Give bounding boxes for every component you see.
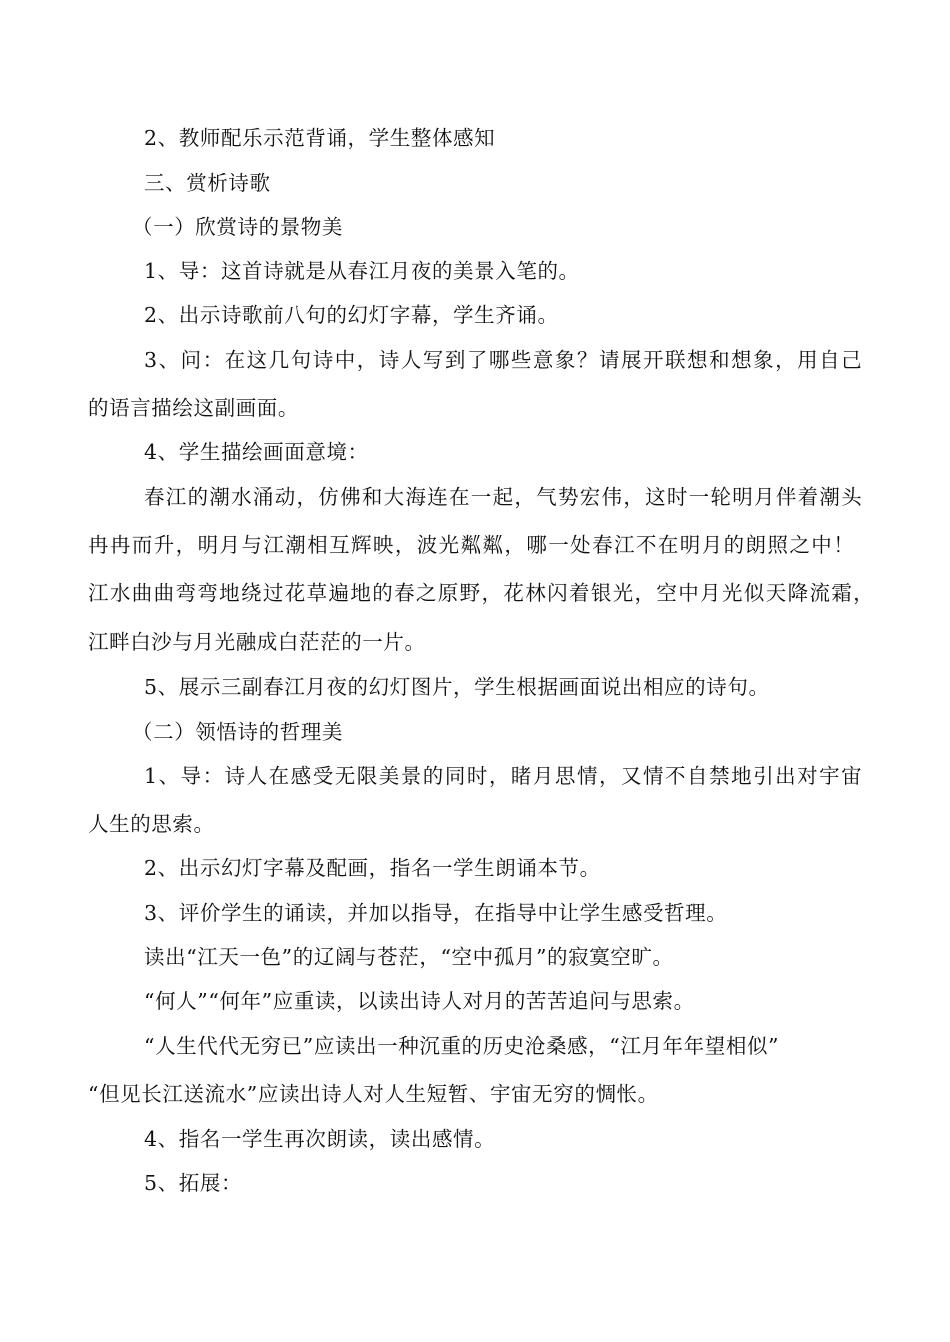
text-line: 5、展示三副春江月夜的幻灯图片，学生根据画面说出相应的诗句。	[144, 675, 770, 699]
section-heading: 三、赏析诗歌	[144, 171, 271, 195]
text-line: 江水曲曲弯弯地绕过花草遍地的春之原野，花林闪着银光，空中月光似天降流霜，	[88, 581, 874, 605]
text-line: 的语言描绘这副画面。	[88, 396, 299, 420]
text-line: 江畔白沙与月光融成白茫茫的一片。	[88, 630, 426, 654]
text-line: 冉冉而升，明月与江潮相互辉映，波光粼粼，哪一处春江不在明月的朗照之中！	[88, 533, 854, 557]
text-line: “何人”“何年”应重读，以读出诗人对月的苦苦追问与思索。	[144, 989, 695, 1013]
text-line: 4、指名一学生再次朗读，读出感情。	[144, 1127, 496, 1151]
text-line: “人生代代无穷已”应读出一种沉重的历史沧桑感，“江月年年望相似”	[144, 1034, 780, 1058]
subsection-heading: （二）领悟诗的哲理美	[132, 720, 343, 744]
text-line: 春江的潮水涌动，仿佛和大海连在一起，气势宏伟，这时一轮明月伴着潮头	[144, 485, 862, 509]
text-line: 1、导：诗人在感受无限美景的同时，睹月思情，又情不自禁地引出对宇宙	[144, 764, 862, 788]
text-line: 2、教师配乐示范背诵，学生整体感知	[144, 126, 496, 150]
text-line: 4、学生描绘画面意境：	[144, 440, 369, 464]
subsection-heading: （一）欣赏诗的景物美	[132, 215, 343, 239]
text-line: 2、出示幻灯字幕及配画，指名一学生朗诵本节。	[144, 856, 601, 880]
text-line: 3、评价学生的诵读，并加以指导，在指导中让学生感受哲理。	[144, 901, 728, 925]
text-line: 读出“江天一色”的辽阔与苍茫，“空中孤月”的寂寞空旷。	[144, 945, 674, 969]
text-line: 5、拓展：	[144, 1171, 243, 1195]
text-line: 3、问：在这几句诗中，诗人写到了哪些意象？请展开联想和想象，用自己	[144, 348, 862, 372]
text-line: 2、出示诗歌前八句的幻灯字幕，学生齐诵。	[144, 303, 559, 327]
text-line: 1、导：这首诗就是从春江月夜的美景入笔的。	[144, 259, 580, 283]
text-line: “但见长江送流水”应读出诗人对人生短暂、宇宙无穷的惆怅。	[88, 1082, 659, 1106]
text-line: 人生的思索。	[88, 812, 215, 836]
